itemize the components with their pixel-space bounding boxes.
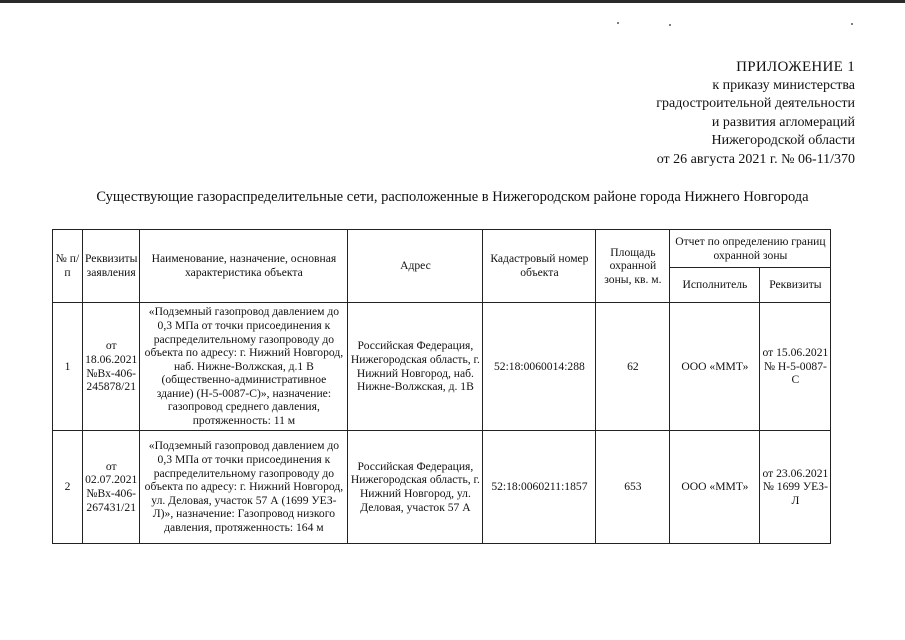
header-report-group: Отчет по определению границ охранной зоны xyxy=(670,230,831,268)
table-row xyxy=(53,303,831,431)
cell-executor: ООО «ММТ» xyxy=(670,303,760,431)
scan-top-edge xyxy=(0,0,905,3)
cell-num: 2 xyxy=(53,431,83,544)
scan-speck xyxy=(617,22,619,24)
cell-address: Российская Федерация, Нижегородская область, г. Нижний Новгород, ул. Деловая, участок 57 А xyxy=(348,431,483,544)
appendix-line: градостроительной деятельности xyxy=(656,96,855,111)
appendix-line: от 26 августа 2021 г. № 06-11/370 xyxy=(656,151,855,167)
cell-area: 62 xyxy=(596,303,670,431)
scan-speck xyxy=(669,24,671,26)
appendix-title: ПРИЛОЖЕНИЕ 1 xyxy=(736,59,855,75)
cell-cadastral: 52:18:0060211:1857 xyxy=(483,431,596,544)
cell-area: 653 xyxy=(596,431,670,544)
cell-requisites: от 02.07.2021 №Вх-406-267431/21 xyxy=(83,431,140,544)
table-header-row xyxy=(53,230,831,268)
header-area: Площадь охранной зоны, кв. м. xyxy=(596,230,670,303)
cell-report-requisites: от 15.06.2021 № Н-5-0087-С xyxy=(760,303,831,431)
scan-speck xyxy=(851,23,853,25)
cell-name: «Подземный газопровод давлением до 0,3 МПа от точки присоединения к распределительному газопроводу до объекта по адресу: г. Нижний Новгород, наб. Нижне-Волжская, д.1 В (общественно-административное здание) (Н-5-0087-С)», назначение: газопровод среднего давления, протяженность: 11 м xyxy=(140,303,348,431)
cell-address: Российская Федерация, Нижегородская область, г. Нижний Новгород, наб. Нижне-Волжская, д. 1В xyxy=(348,303,483,431)
header-executor: Исполнитель xyxy=(670,268,760,303)
table-row xyxy=(53,431,831,544)
cell-name: «Подземный газопровод давлением до 0,3 МПа от точки присоединения к распределительному газопроводу до объекта по адресу: г. Нижний Новгород, ул. Деловая, участок 57 А (1699 УЕЗ-Л)», назначение: Газопровод низкого давления, протяженность: 164 м xyxy=(140,431,348,544)
appendix-line: к приказу министерства xyxy=(712,77,855,93)
document-title: Существующие газораспределительные сети, расположенные в Нижегородском районе города Нижнего Новгорода xyxy=(96,189,809,205)
header-cadastral: Кадастровый номер объекта xyxy=(483,230,596,303)
header-report-requisites: Реквизиты xyxy=(760,268,831,303)
cell-executor: ООО «ММТ» xyxy=(670,431,760,544)
header-name: Наименование, назначение, основная характеристика объекта xyxy=(140,230,348,303)
appendix-block xyxy=(656,58,855,169)
header-requisites: Реквизиты заявления xyxy=(83,230,140,303)
gas-network-table xyxy=(52,229,831,544)
cell-num: 1 xyxy=(53,303,83,431)
appendix-line: и развития агломераций xyxy=(711,114,855,130)
cell-report-requisites: от 23.06.2021 № 1699 УЕЗ-Л xyxy=(760,431,831,544)
cell-requisites: от 18.06.2021 №Вх-406-245878/21 xyxy=(83,303,140,431)
appendix-line: Нижегородской области xyxy=(711,133,855,148)
cell-cadastral: 52:18:0060014:288 xyxy=(483,303,596,431)
header-num: № п/п xyxy=(53,230,83,303)
header-address: Адрес xyxy=(348,230,483,303)
